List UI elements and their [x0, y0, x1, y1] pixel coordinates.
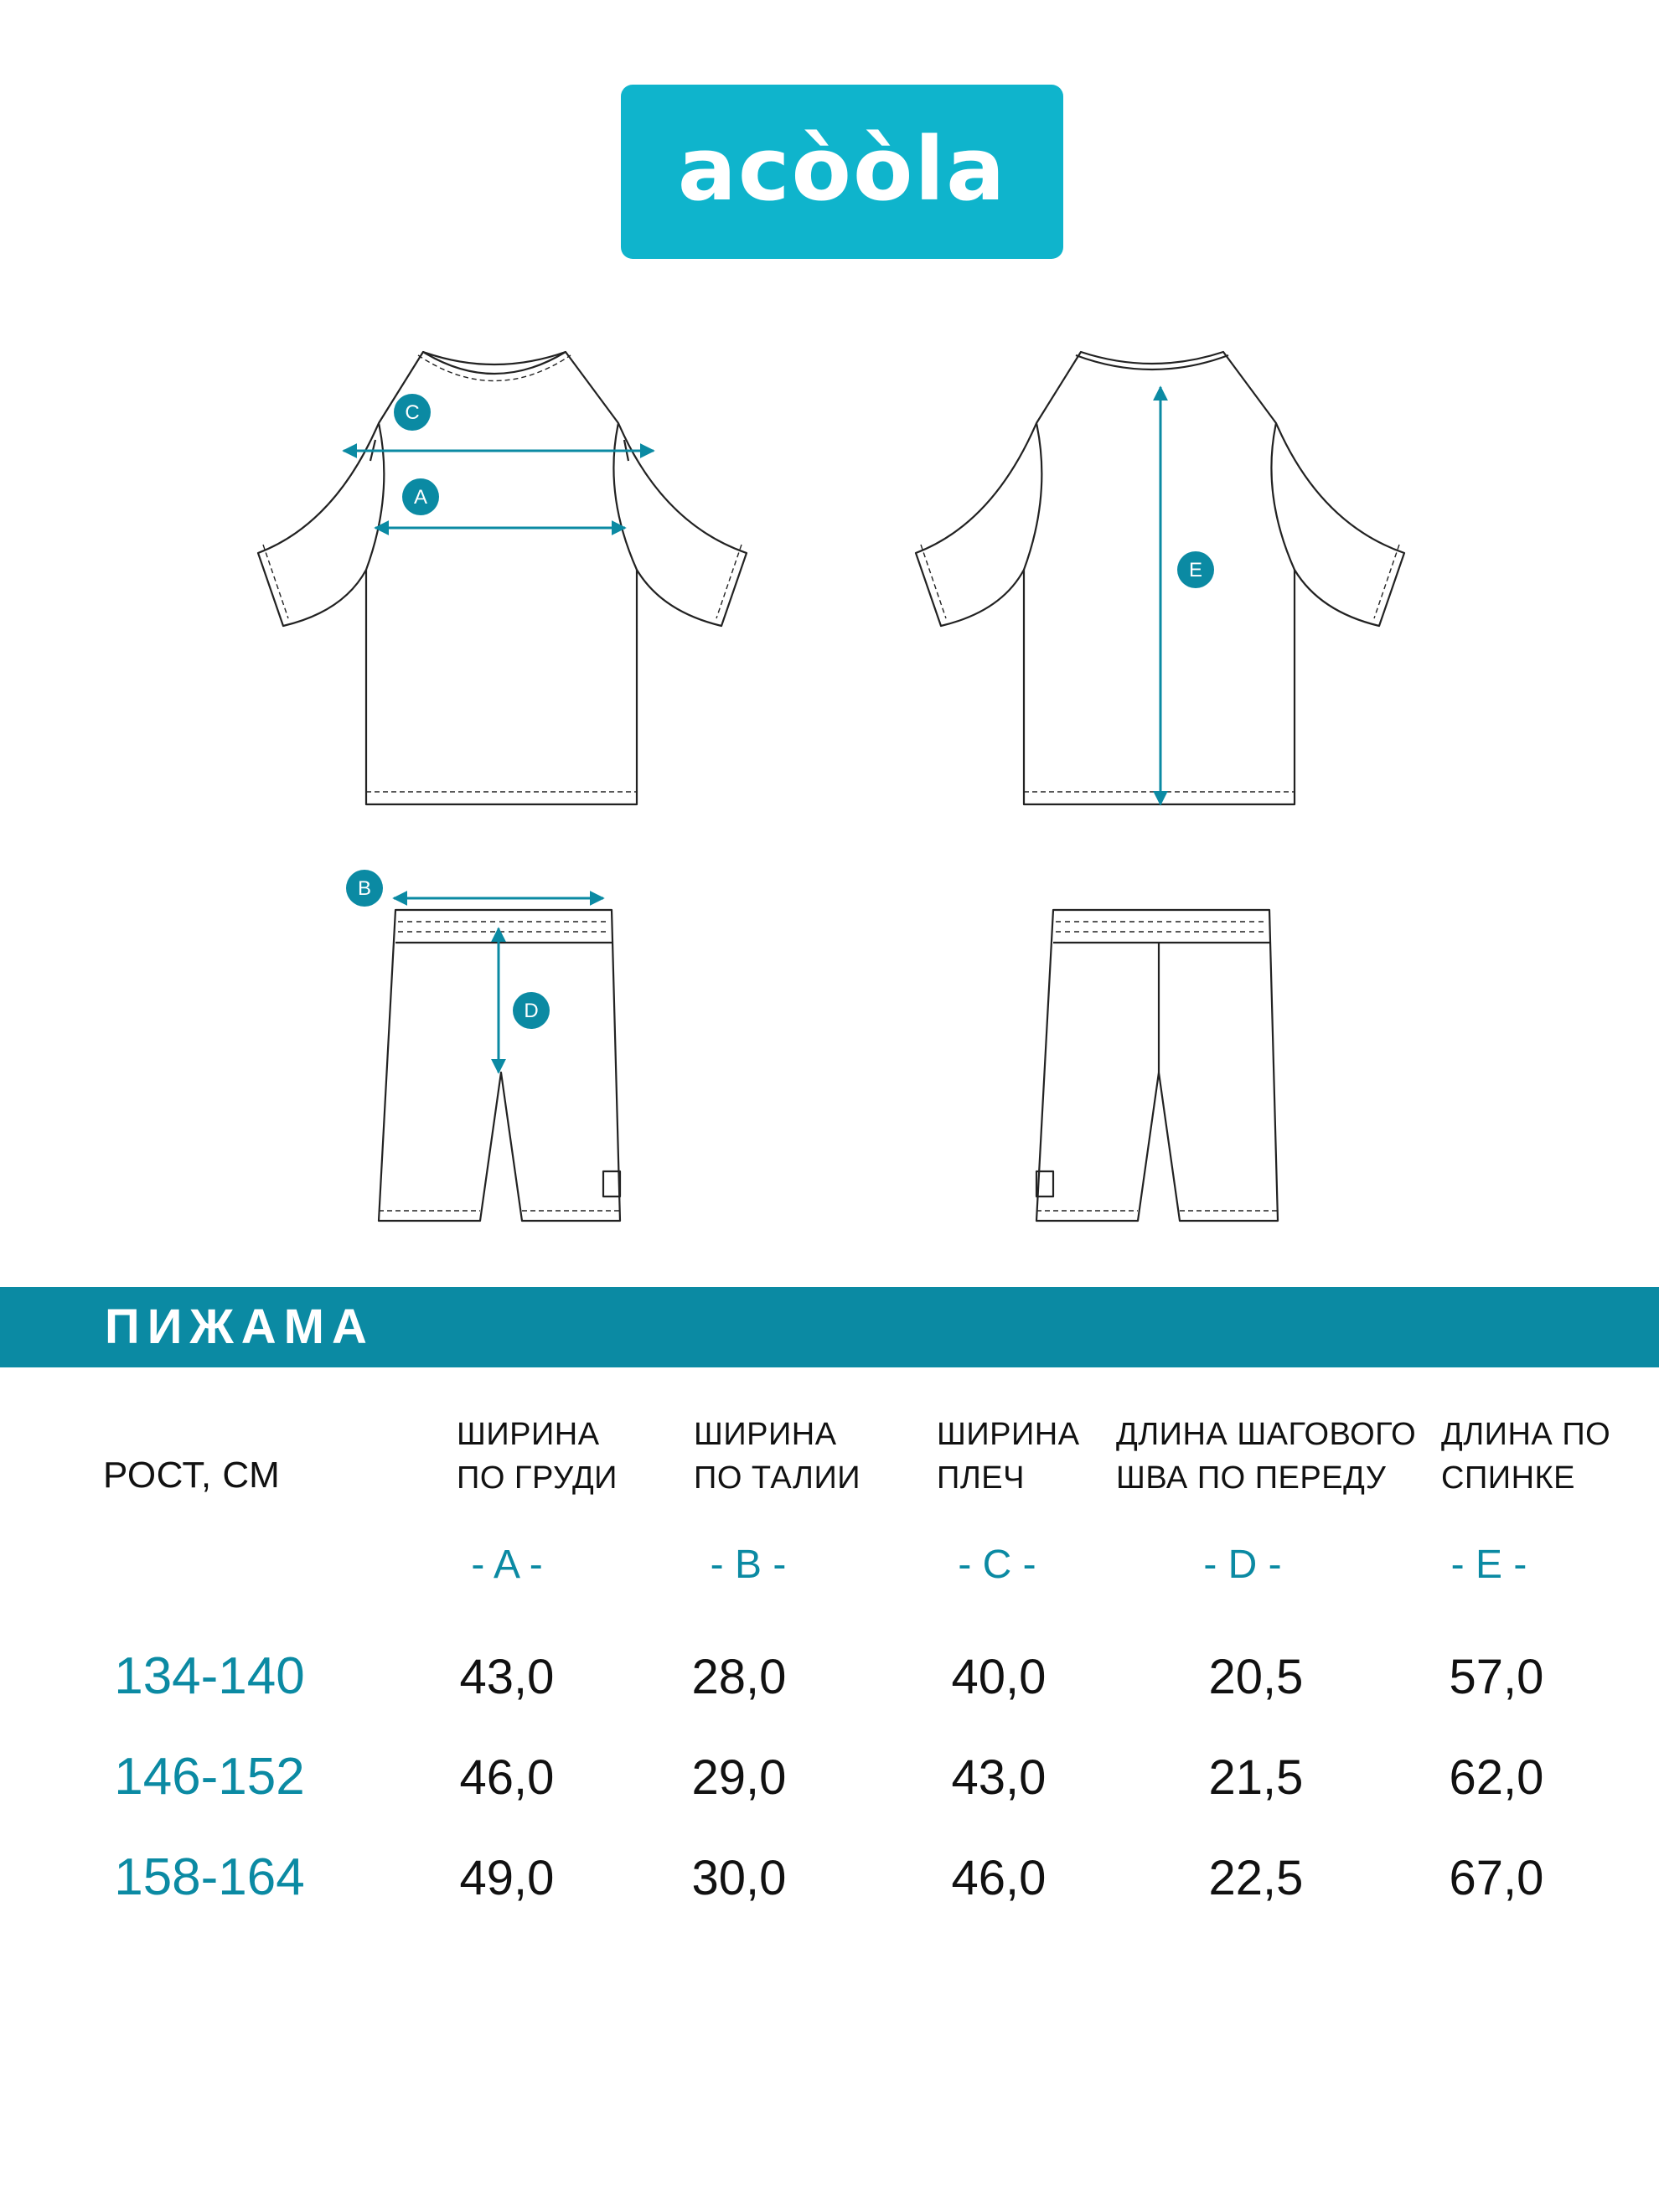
svg-text:B: B: [357, 877, 372, 900]
size-row-1: 134-140: [114, 1647, 305, 1705]
brand-logo: [621, 85, 1063, 259]
col-a-line2: ПО ГРУДИ: [457, 1460, 618, 1496]
label-a: [402, 478, 439, 515]
table-cell: 46,0: [951, 1851, 1047, 1905]
col-d-line2: ШВА ПО ПЕРЕДУ: [1116, 1460, 1387, 1496]
table-cell: 49,0: [459, 1851, 555, 1905]
col-e-letter: - E -: [1450, 1543, 1527, 1587]
table-cell: 67,0: [1449, 1851, 1544, 1905]
table-cell: 20,5: [1208, 1650, 1304, 1704]
svg-text:A: A: [413, 486, 428, 509]
table-cell: 28,0: [691, 1650, 787, 1704]
shorts-back: [1036, 910, 1278, 1221]
table-cell: 22,5: [1208, 1851, 1304, 1905]
size-row-3: 158-164: [114, 1848, 305, 1906]
col-c-line2: ПЛЕЧ: [937, 1460, 1025, 1496]
section-title: ПИЖАМА: [105, 1300, 375, 1354]
col-b-letter: - B -: [710, 1543, 787, 1587]
table-cell: 29,0: [691, 1750, 787, 1805]
label-d: [513, 992, 550, 1029]
col-c-letter: - C -: [958, 1543, 1036, 1587]
row-header: РОСТ, СМ: [103, 1455, 281, 1496]
table-cell: 62,0: [1449, 1750, 1544, 1805]
table-cell: 30,0: [691, 1851, 787, 1905]
label-b: [346, 870, 383, 907]
tshirt-front: [258, 352, 747, 804]
table-cell: 57,0: [1449, 1650, 1544, 1704]
garment-diagram: [226, 318, 1433, 1257]
table-cell: 21,5: [1208, 1750, 1304, 1805]
col-c-line1: ШИРИНА: [937, 1417, 1080, 1452]
label-e: [1177, 551, 1214, 588]
label-c: [394, 394, 431, 431]
col-e-line2: СПИНКЕ: [1441, 1460, 1575, 1496]
table-cell: 40,0: [951, 1650, 1047, 1704]
col-a-letter: - A -: [471, 1543, 543, 1587]
svg-text:C: C: [405, 401, 420, 424]
col-d-letter: - D -: [1203, 1543, 1282, 1587]
col-b-line2: ПО ТАЛИИ: [694, 1460, 861, 1496]
col-b-line1: ШИРИНА: [694, 1417, 837, 1452]
section-band: [0, 1287, 1659, 1367]
table-cell: 46,0: [459, 1750, 555, 1805]
col-e-line1: ДЛИНА ПО: [1441, 1417, 1611, 1452]
col-d-line1: ДЛИНА ШАГОВОГО: [1116, 1417, 1417, 1452]
svg-text:E: E: [1188, 559, 1203, 581]
table-cell: 43,0: [951, 1750, 1047, 1805]
table-cell: 43,0: [459, 1650, 555, 1704]
svg-text:D: D: [524, 1000, 539, 1022]
logo-text: acòòla: [677, 118, 1007, 220]
size-row-2: 146-152: [114, 1748, 305, 1806]
col-a-line1: ШИРИНА: [457, 1417, 600, 1452]
